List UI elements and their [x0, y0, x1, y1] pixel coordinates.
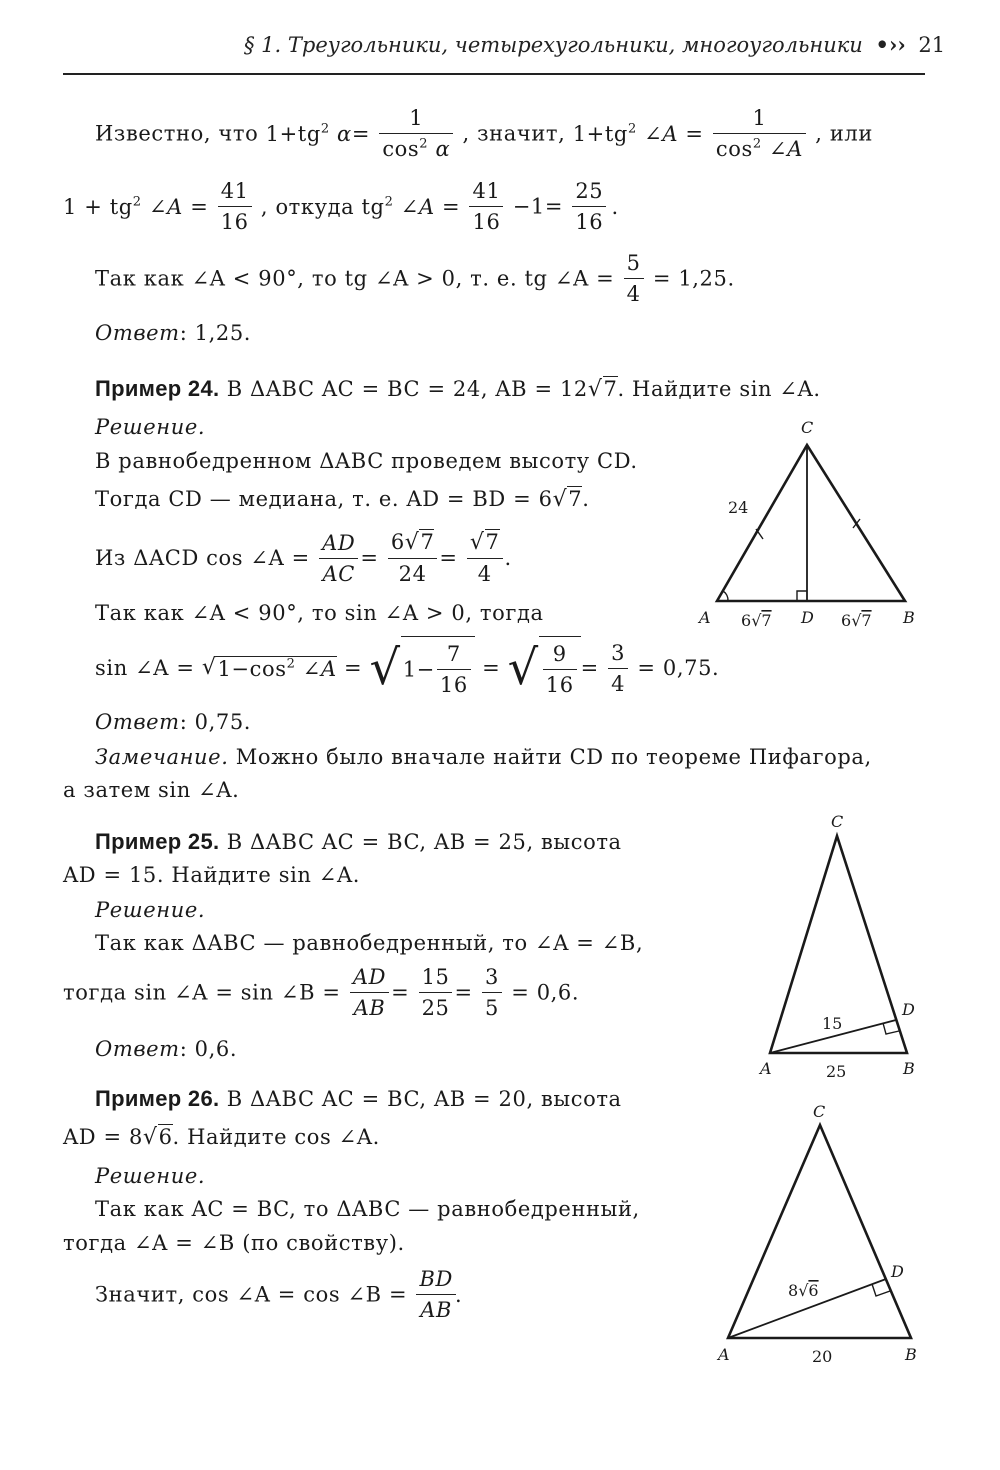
label-a: A [760, 1059, 772, 1078]
figure-ex26-triangle [700, 1100, 940, 1370]
label-c: C [813, 1102, 826, 1121]
label-base-20: 20 [812, 1347, 833, 1366]
remark: Замечание. Можно было вначале найти CD по теореме Пифагора, [95, 745, 872, 769]
right-angle-mark [797, 591, 807, 601]
label-b: B [903, 1059, 915, 1078]
label-side-24: 24 [728, 498, 749, 517]
fraction: $\frac{1}{\cos^2 \alpha}$ [379, 103, 453, 164]
page-number: 21 [918, 33, 946, 57]
figure-ex24-triangle [695, 415, 930, 635]
tangent-line: $1 + tg^2$ ∠A = $\frac{41}{16}$ , откуда $tg^2$ ∠A = $\frac{41}{16}$ −1= $\frac{25}{16}$ . [63, 176, 619, 237]
label-db: 6√7 [841, 611, 872, 630]
label-b: B [903, 608, 915, 627]
label-c: C [831, 812, 844, 831]
answer-24: Ответ: 0,75. [95, 710, 252, 734]
ex24-line3: Из ΔACD cos ∠A = $\frac{AD}{AC}$ = $\frac{6√7}{24}$ = $\frac{√7}{4}$ . [95, 527, 512, 589]
identity-line: Известно, что $1+tg^2$ α= $\frac{1}{\cos^2 \alpha}$ , значит, $1+tg^2$ ∠A = $\frac{1}{\cos^2 \angle A}$ , или [95, 103, 873, 164]
fraction: $\frac{1}{\cos^2 \angle A}$ [713, 103, 806, 164]
answer-25: Ответ: 0,6. [95, 1037, 238, 1061]
triangle-abc [717, 445, 905, 601]
ex25-line2: тогда sin ∠A = sin ∠B = $\frac{AD}{AB}$ = $\frac{15}{25}$ = $\frac{3}{5}$ = 0,6. [63, 962, 579, 1023]
example-26-statement-2: AD = 8√6. Найдите cos ∠A. [63, 1125, 380, 1150]
label-d: D [902, 1000, 915, 1019]
label-base-25: 25 [826, 1062, 847, 1081]
solution-label: Решение. [95, 898, 206, 922]
label-b: B [905, 1345, 917, 1364]
answer-1: Ответ: 1,25. [95, 321, 252, 345]
ex24-line2: Тогда CD — медиана, т. е. AD = BD = 6√7. [95, 487, 590, 512]
remark-continued: а затем sin ∠A. [63, 778, 240, 802]
label-d: D [801, 608, 814, 627]
label-c: C [801, 418, 814, 437]
header-rule [63, 73, 925, 75]
angle-a-arc [723, 591, 728, 601]
section-title: § 1. Треугольники, четырехугольники, многоугольники [244, 33, 863, 57]
example-25-title: Пример 25. [95, 829, 220, 854]
example-25-statement-2: AD = 15. Найдите sin ∠A. [63, 863, 361, 887]
running-header [244, 32, 945, 57]
example-25-statement: Пример 25. В ΔABC AC = BC, AB = 25, высота [95, 829, 622, 854]
example-24-statement: Пример 24. В ΔABC AC = BC = 24, AB = 12√7. Найдите sin ∠A. [95, 376, 821, 402]
ex26-line2: тогда ∠A = ∠B (по свойству). [63, 1231, 405, 1255]
label-height-15: 15 [822, 1014, 843, 1033]
triangle-abc [728, 1125, 911, 1338]
solution-label: Решение. [95, 415, 206, 439]
ex25-line1: Так как ΔABC — равнобедренный, то ∠A = ∠B, [95, 931, 644, 955]
figure-ex25-triangle [750, 808, 950, 1088]
label-a: A [718, 1345, 730, 1364]
ex26-line3: Значит, cos ∠A = cos ∠B = $\frac{BD}{AB}$ . [95, 1264, 462, 1325]
ex26-line1: Так как AC = BC, то ΔABC — равнобедренный, [95, 1197, 640, 1221]
label-a: A [699, 608, 711, 627]
example-24-title: Пример 24. [95, 376, 220, 401]
page-arrows: •›› [875, 32, 906, 57]
ex24-line4: Так как ∠A < 90°, то sin ∠A > 0, тогда [95, 601, 544, 625]
example-26-title: Пример 26. [95, 1086, 220, 1111]
label-d: D [891, 1262, 904, 1281]
label-height: 8√6 [788, 1281, 819, 1300]
conclusion-line: Так как ∠A < 90°, то tg ∠A > 0, т. е. tg ∠A = $\frac{5}{4}$ = 1,25. [95, 248, 735, 309]
ex24-line1: В равнобедренном ΔABC проведем высоту CD. [95, 449, 638, 473]
label-ad: 6√7 [741, 611, 772, 630]
ex24-line5: sin ∠A = $√1-\cos^2$ ∠A = √1− $\frac{7}{16}$ = √ $\frac{9}{16}$ = $\frac{3}{4}$ = 0,75. [95, 636, 719, 700]
example-26-statement: Пример 26. В ΔABC AC = BC, AB = 20, высота [95, 1086, 622, 1111]
solution-label: Решение. [95, 1164, 206, 1188]
